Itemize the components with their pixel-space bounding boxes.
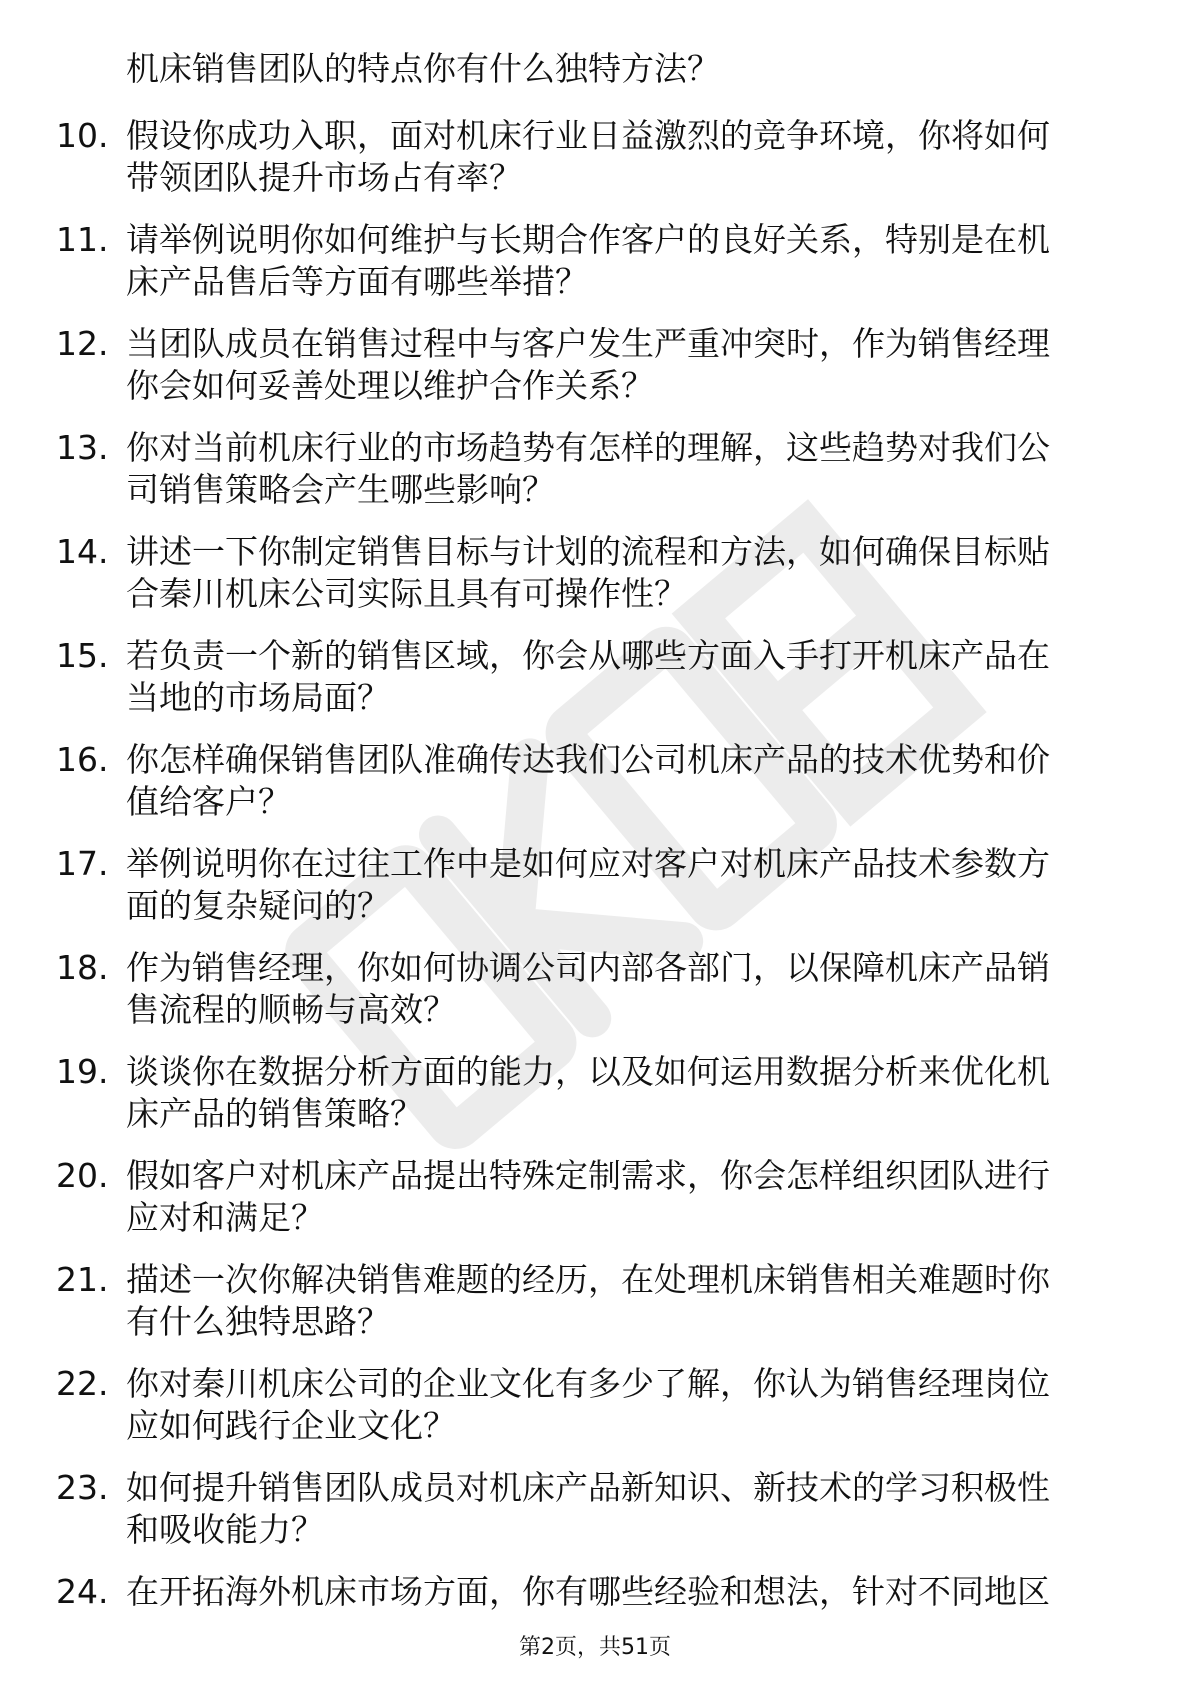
- question-text: [126, 1467, 1116, 1551]
- question-item: [0, 947, 1190, 1051]
- question-text-line: 床产品售后等方面有哪些举措？: [126, 262, 588, 301]
- question-text: [126, 739, 1116, 823]
- question-text: [126, 323, 1116, 407]
- question-text-line: 举例说明你在过往工作中是如何应对客户对机床产品技术参数方: [126, 844, 1050, 883]
- question-text: [126, 1259, 1116, 1343]
- question-number: 18.: [56, 948, 109, 987]
- question-number: 15.: [56, 636, 109, 675]
- question-text-line: 你对秦川机床公司的企业文化有多少了解，你认为销售经理岗位: [126, 1364, 1050, 1403]
- question-text-line: 当团队成员在销售过程中与客户发生严重冲突时，作为销售经理: [126, 324, 1050, 363]
- question-text-line: 带领团队提升市场占有率？: [126, 158, 522, 197]
- question-text-line: 请举例说明你如何维护与长期合作客户的良好关系，特别是在机: [126, 220, 1050, 259]
- question-item: [0, 1051, 1190, 1155]
- question-text-line: 描述一次你解决销售难题的经历，在处理机床销售相关难题时你: [126, 1260, 1050, 1299]
- question-number: 11.: [56, 220, 109, 259]
- question-number: 16.: [56, 740, 109, 779]
- question-item: [0, 115, 1190, 219]
- question-number: 17.: [56, 844, 109, 883]
- question-number: 24.: [56, 1572, 109, 1611]
- question-number: 12.: [56, 324, 109, 363]
- question-number: 21.: [56, 1260, 109, 1299]
- question-item: [0, 427, 1190, 531]
- question-text: [126, 427, 1116, 511]
- question-text-line: 假设你成功入职，面对机床行业日益激烈的竞争环境，你将如何: [126, 116, 1050, 155]
- question-item: [0, 323, 1190, 427]
- question-text-line: 售流程的顺畅与高效？: [126, 990, 456, 1029]
- question-item: [0, 1155, 1190, 1259]
- question-text: [126, 531, 1116, 615]
- question-text-line: 你对当前机床行业的市场趋势有怎样的理解，这些趋势对我们公: [126, 428, 1050, 467]
- page-footer: 第2页，共51页: [519, 1635, 671, 1660]
- question-text-line: 在开拓海外机床市场方面，你有哪些经验和想法，针对不同地区: [126, 1572, 1050, 1611]
- question-text-line: 假如客户对机床产品提出特殊定制需求，你会怎样组织团队进行: [126, 1156, 1050, 1195]
- question-text-line: 如何提升销售团队成员对机床产品新知识、新技术的学习积极性: [126, 1468, 1050, 1507]
- question-text-line: 应对和满足？: [126, 1198, 324, 1237]
- question-text: [126, 635, 1116, 719]
- question-number: 14.: [56, 532, 109, 571]
- question-text: [126, 1363, 1116, 1447]
- question-text-line: 谈谈你在数据分析方面的能力，以及如何运用数据分析来优化机: [126, 1052, 1050, 1091]
- question-number: 10.: [56, 116, 109, 155]
- question-item: [0, 739, 1190, 843]
- question-text: [126, 115, 1116, 199]
- question-number: 13.: [56, 428, 109, 467]
- question-text-line: 你会如何妥善处理以维护合作关系？: [126, 366, 654, 405]
- question-number: 19.: [56, 1052, 109, 1091]
- question-text-line: 合秦川机床公司实际且具有可操作性？: [126, 574, 687, 613]
- question-text-line: 若负责一个新的销售区域，你会从哪些方面入手打开机床产品在: [126, 636, 1050, 675]
- question-item: [0, 843, 1190, 947]
- question-number: 20.: [56, 1156, 109, 1195]
- question-text: [126, 843, 1116, 927]
- question-text-line: 面的复杂疑问的？: [126, 886, 390, 925]
- question-text-line: 你怎样确保销售团队准确传达我们公司机床产品的技术优势和价: [126, 740, 1050, 779]
- question-text-line: 床产品的销售策略？: [126, 1094, 423, 1133]
- question-text: [126, 219, 1116, 303]
- question-text-line: 值给客户？: [126, 782, 291, 821]
- question-text-line: 作为销售经理，你如何协调公司内部各部门，以保障机床产品销: [126, 948, 1050, 987]
- question-list: [0, 115, 1190, 1675]
- question-text-line: 司销售策略会产生哪些影响？: [126, 470, 555, 509]
- question-text-line: 和吸收能力？: [126, 1510, 324, 1549]
- question-item: [0, 1363, 1190, 1467]
- continued-question-line: 机床销售团队的特点你有什么独特方法？: [126, 49, 720, 88]
- question-item: [0, 635, 1190, 739]
- question-text-line: 讲述一下你制定销售目标与计划的流程和方法，如何确保目标贴: [126, 532, 1050, 571]
- question-text: [126, 1155, 1116, 1239]
- question-item: [0, 219, 1190, 323]
- question-text: [126, 1571, 1116, 1613]
- question-text-line: 有什么独特思路？: [126, 1302, 390, 1341]
- question-text: [126, 947, 1116, 1031]
- question-text-line: 当地的市场局面？: [126, 678, 390, 717]
- question-item: [0, 1259, 1190, 1363]
- question-item: [0, 1467, 1190, 1571]
- question-text-line: 应如何践行企业文化？: [126, 1406, 456, 1445]
- question-number: 22.: [56, 1364, 109, 1403]
- question-number: 23.: [56, 1468, 109, 1507]
- question-text: [126, 1051, 1116, 1135]
- question-item: [0, 531, 1190, 635]
